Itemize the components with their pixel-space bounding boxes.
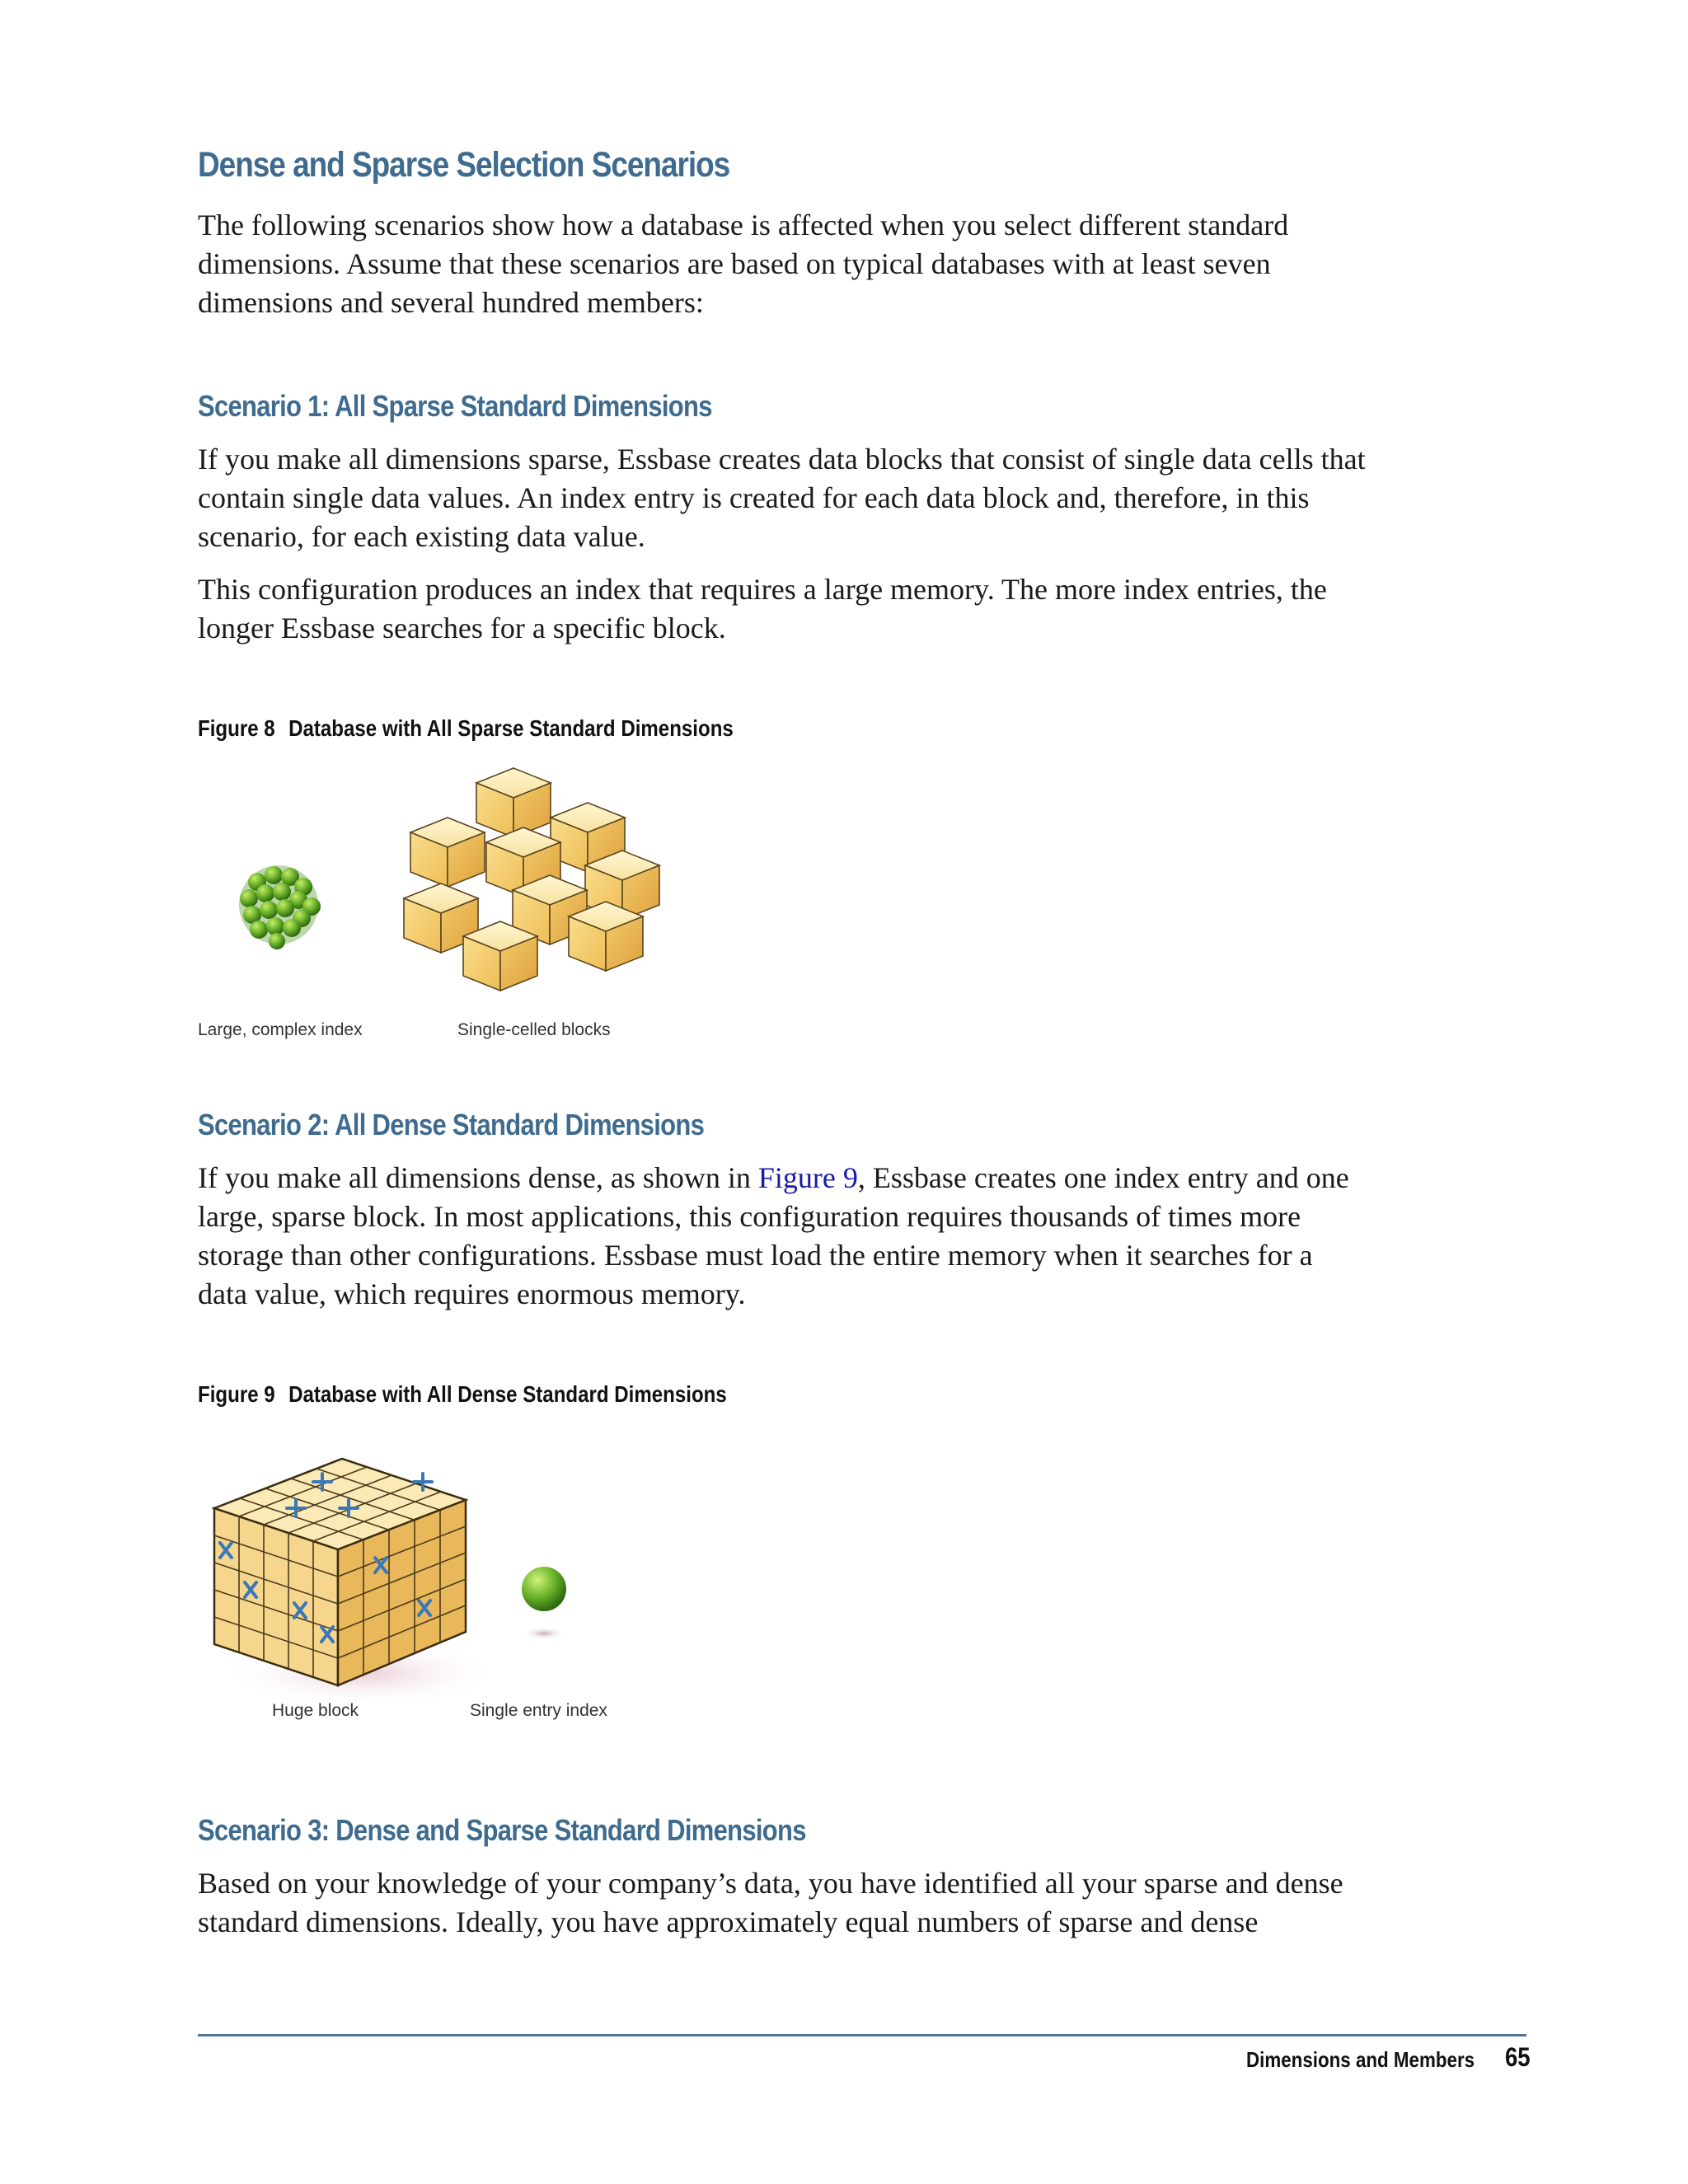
index-ball-shadow — [523, 1627, 565, 1640]
figure-9-caption — [198, 1381, 727, 1408]
figure-8-title: Database with All Sparse Standard Dimensions — [288, 715, 734, 741]
complex-index-cluster — [239, 865, 321, 949]
scenario-1-paragraph-1: If you make all dimensions sparse, Essbase creates data blocks that consist of single data cells that contain single data values. An index entry is created for each data block and, therefore, in this scenario, for each existing data value. — [198, 443, 1366, 553]
figure-9-graphic — [198, 1426, 758, 1739]
figure-9-title: Database with All Dense Standard Dimensions — [288, 1381, 727, 1407]
scenario-1-paragraph-2: This configuration produces an index that requires a large memory. The more index entries, the longer Essbase searches for a specific block. — [198, 573, 1327, 644]
intro-paragraph: The following scenarios show how a database is affected when you select different standard dimensions. Assume that these scenarios are based on typical databases with at least seven dimensions and several hundred members: — [198, 209, 1289, 319]
figure-9-link[interactable]: Figure 9 — [757, 1161, 858, 1194]
single-celled-blocks — [404, 768, 659, 991]
scenario-1-heading: Scenario 1: All Sparse Standard Dimensions — [198, 389, 712, 423]
scenario-2-heading: Scenario 2: All Dense Standard Dimensions — [198, 1108, 705, 1141]
figure-8-number: Figure 8 — [198, 715, 275, 741]
figure-9-illustration — [198, 1426, 758, 1739]
scenario-2-paragraph — [198, 1159, 1368, 1314]
scenario-3-heading: Scenario 3: Dense and Sparse Standard Dimensions — [198, 1813, 806, 1847]
figure-8-graphic — [198, 758, 758, 1047]
figure-8-caption — [198, 715, 734, 742]
figure-9-label-block: Huge block — [272, 1701, 359, 1720]
figure-8-label-blocks: Single-celled blocks — [457, 1020, 611, 1039]
figure-9-number: Figure 9 — [198, 1381, 275, 1407]
figure-8-illustration — [198, 758, 758, 1047]
page-number: 65 — [1505, 2042, 1531, 2072]
scenario-3-paragraph: Based on your knowledge of your company’s data, you have identified all your sparse and dense standard dimensions. Ideally, you have approximately equal numbers of sparse and dense — [198, 1867, 1343, 1938]
figure-9-label-index: Single entry index — [470, 1701, 607, 1720]
footer-rule — [198, 2034, 1526, 2036]
single-index-ball — [522, 1567, 566, 1611]
section-heading: Dense and Sparse Selection Scenarios — [198, 145, 730, 185]
scenario-2-text-after: , Essbase creates one index entry and one large, sparse block. In most applications, this configuration requires thousands of times more storage than other configurations. Essbase must load the entire memory when it searches for a data value, which requires enormous memory. — [198, 1161, 1349, 1310]
figure-8-label-index: Large, complex index — [198, 1020, 363, 1039]
footer-section-title: Dimensions and Members — [1246, 2047, 1475, 2072]
scenario-2-text-before: If you make all dimensions dense, as shown in — [198, 1161, 758, 1194]
